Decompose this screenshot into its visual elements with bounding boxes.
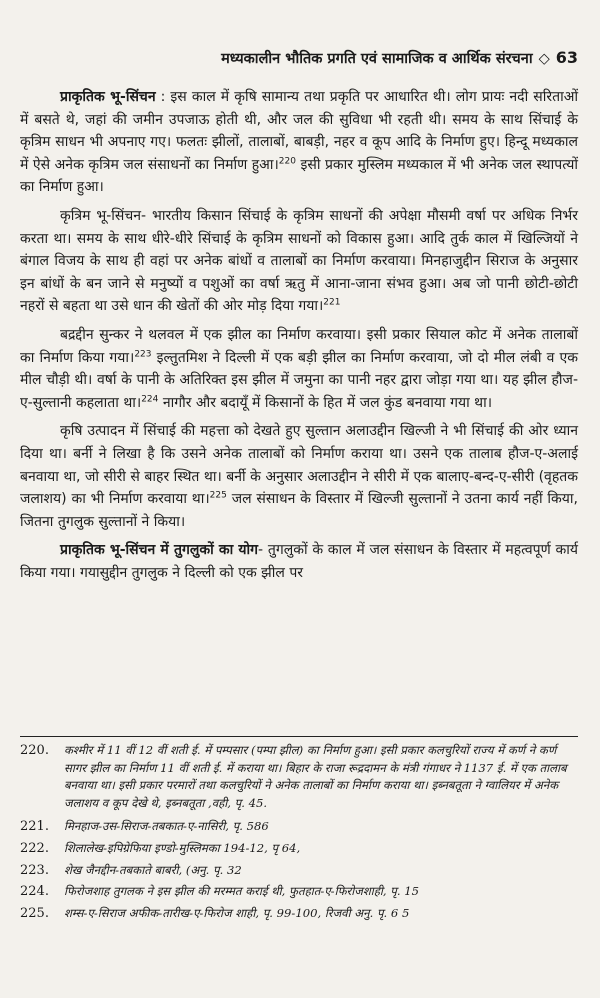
running-header — [0, 48, 578, 68]
diamond-icon: ◇ — [538, 51, 550, 67]
footnote-number: 222. — [20, 840, 49, 856]
footnote-text: शिलालेख-इपिग्रेफिया इण्डो-मुस्लिमका 194-12, पृ 64, — [64, 840, 301, 855]
footnote-number: 220. — [20, 743, 49, 758]
footnote-text: शेख जैनद्दीन-तबकाते बाबरी, (अनु. पृ. 32 — [64, 862, 242, 877]
paragraph: कृषि उत्पादन में सिंचाई की महत्ता को देखते हुए सुल्तान अलाउद्दीन खिल्जी ने भी सिंचाई की ओर ध्यान दिया था। बर्नी ने लिखा है कि उसने अनेक तालाबों को निर्माण कराया था। उसने एक तालाब हौज-ए-अलाई बनवाया था, जो सीरी से बाहर स्थित था। बर्नी के अनुसार अलाउद्दीन ने सीरी में एक बालाए-बन्द-ए-सीरी (वृहतक जलाशय) का भी निर्माण करवाया था।$^{225}$ जल संसाधन के विस्तार में खिल्जी सुल्तानों ने उतना कार्य नहीं किया, जितना तुगलुक सुल्तानों ने किया। — [20, 423, 578, 530]
footnote — [20, 840, 578, 858]
section-heading: प्राकृतिक भू-सिंचन — [60, 89, 156, 105]
footnote — [20, 862, 578, 880]
footnote-divider — [20, 736, 578, 737]
section-heading: प्राकृतिक भू-सिंचन में तुगलुकों का योग — [60, 542, 259, 559]
footnote-number: 224. — [20, 884, 49, 900]
footnote — [20, 818, 578, 836]
footnote — [20, 905, 578, 923]
page-number: 63 — [555, 48, 578, 67]
footnote-text: शम्स-ए-सिराज अफीक-तारीख-ए-फिरोज शाही, पृ. 99-100, रिजवी अनु. पृ. 6 5 — [64, 905, 410, 920]
footnote-ref: 223 — [134, 348, 152, 359]
footnote — [20, 742, 578, 812]
footnotes — [20, 742, 578, 926]
footnote-text: फिरोजशाह तुगलक ने इस झील की मरम्मत कराई थी, फुतहात-ए-फिरोजशाही, पृ. 15 — [64, 884, 419, 899]
footnote-number: 221. — [20, 819, 49, 835]
footnote-text: कश्मीर में 11 वीं 12 वीं शती ई. में पम्पसार (पम्पा झील) का निर्माण हुआ। इसी प्रकार कलचुरियों राज्य में कर्ण ने कर्ण सागर झील का निर्माण 11 वीं शती ई. में कराया था। बिहार के राजा रूद्रदामन के मंत्री गंगाधर ने 1137 ई. में एक तालाब बनवाया था। इसी प्रकार परमारों तथा कलचुरियों ने अनेक तालाबों का निर्माण कराया था। इब्नबतूता ने ग्वालियर में अनेक जलाशय व कूप देखे थे, इब्नबतूता ,वही, पृ. 45. — [64, 743, 567, 810]
paragraph: कृत्रिम भू-सिंचन- भारतीय किसान सिंचाई के कृत्रिम साधनों की अपेक्षा मौसमी वर्षा पर अधिक निर्भर करता था। समय के साथ धीरे-धीरे सिंचाई के कृत्रिम साधनों को विकास हुआ। आदि तुर्क काल में खिल्जियों ने बंगाल विजय के साथ ही वहां पर अनेक बांधों व तालाबों का निर्माण करवाया। मिनहाजुद्दीन सिराज के अनुसार इन बांधों के बन जाने से मनुष्यों व पशुओं का वर्षा ऋतु में आना-जाना संभव हुआ। अब जो पानी छोटी-छोटी नहरों से बहता था उसे धान की खेतों की ओर मोड़ दिया गया।$^{221}$ — [20, 207, 578, 315]
footnote-ref: 225 — [209, 490, 227, 501]
footnote-number: 223. — [20, 862, 49, 878]
footnote-text: मिनहाज-उस-सिराज-तबकात-ए-नासिरी, पृ. 586 — [64, 819, 269, 834]
footnote-number: 225. — [20, 905, 49, 921]
paragraph: प्राकृतिक भू-सिंचन : इस काल में कृषि सामान्य तथा प्रकृति पर आधारित थी। लोग प्रायः नदी सरिताओं में बसते थे, जहां की जमीन उपजाऊ होती थी, और जल की सुविधा भी रहती थी। समय के साथ सिंचाई के कृत्रिम साधन भी अपनाए गए। फलतः झीलों, तालाबों, बाबड़ी, नहर व कूप आदि के निर्माण हुए। हिन्दू मध्यकाल में ऐसे अनेक कृत्रिम जल संसाधनों का निर्माण हुआ।$^{220}$ इसी प्रकार मुस्लिम मध्यकाल में भी अनेक जल स्थापत्यों का निर्माण हुआ। — [20, 89, 579, 196]
footnote-ref: 220 — [278, 156, 296, 167]
chapter-title: मध्यकालीन भौतिक प्रगति एवं सामाजिक व आर्थिक संरचना — [221, 51, 533, 67]
footnote-ref: 221 — [323, 297, 341, 308]
footnote-ref: 224 — [141, 394, 159, 405]
paragraph: प्राकृतिक भू-सिंचन में तुगलुकों का योग- तुगलुकों के काल में जल संसाधन के विस्तार में महत्वपूर्ण कार्य किया गया। गयासुद्दीन तुगलुक ने दिल्ली को एक झील पर — [20, 542, 578, 581]
paragraph: बद्रद्दीन सुन्कर ने थलवल में एक झील का निर्माण करवाया। इसी प्रकार सियाल कोट में अनेक तालाबों का निर्माण किया गया।$^{223}$ इल्तुतमिश ने दिल्ली में एक बड़ी झील का निर्माण करवाया, जो दो मील लंबी व एक मील चौड़ी थी। वर्षा के पानी के अतिरिक्त इस झील में जमुना का पानी नहर द्वारा जोड़ा गया था। यह झील हौज-ए-सुल्तानी कहलाता था।$^{224}$ नागौर और बदायूँ में किसानों के हित में जल कुंड बनवाया गया था। — [20, 326, 578, 411]
footnote — [20, 883, 578, 901]
main-text — [20, 86, 578, 590]
